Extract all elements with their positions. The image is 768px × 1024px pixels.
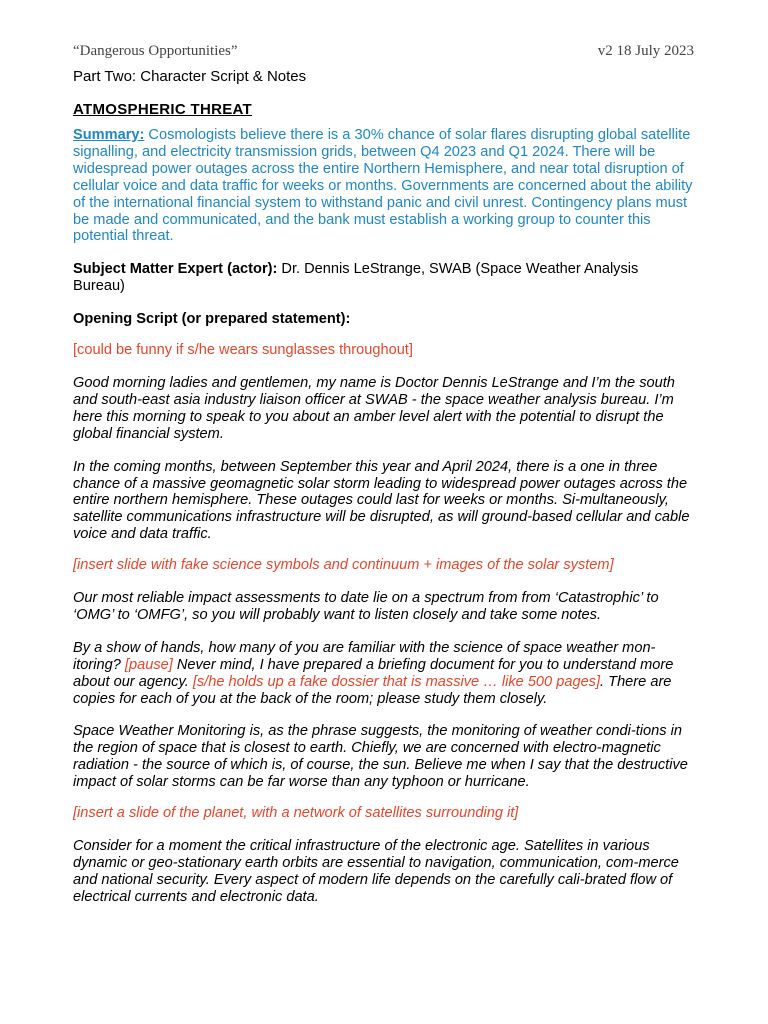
- stage-note-pause: [pause]: [124, 656, 173, 673]
- summary-paragraph: [73, 127, 694, 245]
- summary-text: Cosmologists believe there is a 30% chance of solar flares disrupting global satellite signalling, and electricity transmission grids, between Q4 2023 and Q1 2024. There will be widespread power outages across the entire Northern Hemisphere, and near total disruption of cellular voice and data traffic for weeks or months. Governments are concerned about the ability of the international financial system to withstand panic and civil unrest. Contingency plans must be made and communicated, and the bank must establish a working group to counter this potential threat.: [73, 127, 693, 245]
- script-paragraph-infrastructure: Consider for a moment the critical infrastructure of the electronic age. Satellites in various dynamic or geo-stationary earth orbits are essential to navigation, communication, com-merce and national security. Every aspect of modern life depends on the carefully cali-brated flow of electrical currents and electronic data.: [73, 838, 679, 905]
- opening-script-heading: Opening Script (or prepared statement):: [73, 311, 351, 328]
- sme-label: Subject Matter Expert (actor):: [73, 261, 278, 278]
- stage-note-sunglasses: [could be funny if s/he wears sunglasses throughout]: [73, 342, 413, 359]
- document-page: [73, 40, 694, 906]
- script-paragraph-intro: Good morning ladies and gentlemen, my name is Doctor Dennis LeStrange and I’m the south and south-east asia industry liaison officer at SWAB - the space weather analysis bureau. I’m here this morning to speak to you about an amber level alert with the potential to disrupt the global financial system.: [73, 374, 675, 442]
- stage-note-science-slide: [insert slide with fake science symbols and continuum + images of the solar system]: [73, 557, 614, 574]
- version-date: v2 18 July 2023: [597, 43, 694, 59]
- show-of-hands-text-a: By a show of hands, how many of you are familiar with the science of space weather mon-itoring?: [73, 639, 656, 673]
- stage-note-dossier: [s/he holds up a fake dossier that is massive … like 500 pages]: [192, 673, 601, 690]
- document-title: “Dangerous Opportunities”: [73, 43, 238, 59]
- summary-label: Summary:: [73, 127, 145, 143]
- show-of-hands-text-c: . There are copies for each of you at the back of the room; please study them closely.: [73, 673, 672, 707]
- subject-matter-expert: [73, 261, 694, 295]
- part-title: Part Two: Character Script & Notes: [73, 68, 307, 85]
- script-paragraph-assessment: Our most reliable impact assessments to date lie on a spectrum from from ‘Catastrophic’ to ‘OMG’ to ‘OMFG’, so you will probably want to listen closely and take some notes.: [73, 590, 659, 623]
- script-paragraph-forecast: In the coming months, between September this year and April 2024, there is a one in three chance of a massive geomagnetic solar storm leading to widespread power outages across the entire northern hemisphere. These outages could last for weeks or months. Si-multaneously, satellite communications infrastructure will be disrupted, as will ground-based cellular and cable voice and data traffic.: [73, 458, 690, 543]
- script-paragraph-monitoring: Space Weather Monitoring is, as the phrase suggests, the monitoring of weather condi-tions in the region of space that is closest to earth. Chiefly, we are concerned with electro-magnetic radiation - the source of which is, of course, the sun. Believe me when I say that the destructive impact of solar storms can be far worse than any typhoon or hurricane.: [73, 723, 688, 791]
- script-paragraph-show-of-hands: [73, 640, 694, 708]
- stage-note-planet-slide: [insert a slide of the planet, with a network of satellites surrounding it]: [73, 805, 519, 822]
- page-header: [73, 40, 694, 62]
- section-title: ATMOSPHERIC THREAT: [73, 101, 253, 118]
- show-of-hands-text-b: Never mind, I have prepared a briefing document for you to understand more about our agency.: [73, 656, 674, 690]
- sme-text: Dr. Dennis LeStrange, SWAB (Space Weather Analysis Bureau): [73, 261, 639, 295]
